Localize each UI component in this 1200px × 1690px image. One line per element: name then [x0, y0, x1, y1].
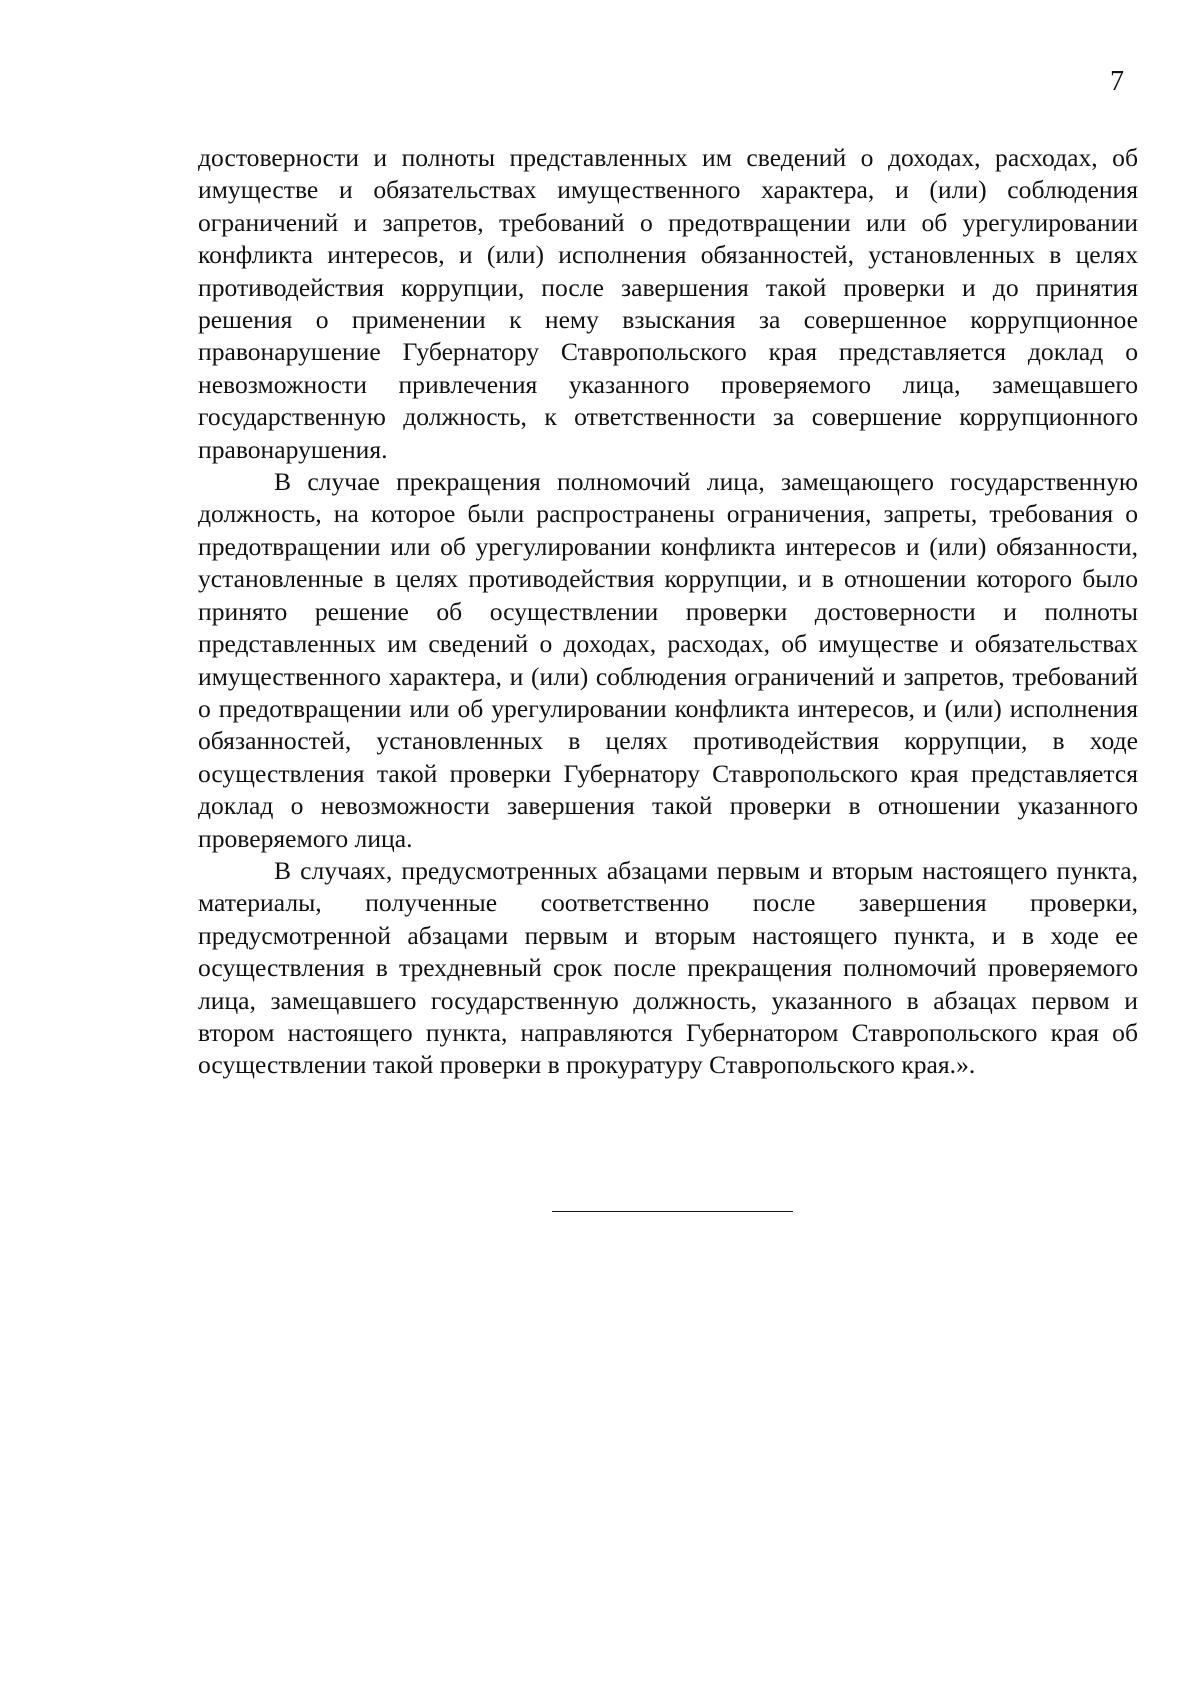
paragraph-termination-of-powers: В случае прекращения полномочий лица, замещающего государственную должность, на которое были распространены ограничения, запреты, требования о предотвращении или об урегулировании конфликта интересов и (или) обязанности, установленные в целях противодействия коррупции, и в отношении которого было принято решение об осуществлении проверки достоверности и полноты представленных им сведений о доходах, расходах, об имуществе и обязательствах имущественного характера, и (или) соблюдения ограничений и запретов, требований о предотвращении или об урегулировании конфликта интересов, и (или) исполнения обязанностей, установленных в целях противодействия коррупции, в ходе осуществления такой проверки Губернатору Ставропольского края представляется доклад о невозможности завершения такой проверки в отношении указанного проверяемого лица.: [198, 467, 1138, 853]
end-of-document-rule: [552, 1211, 793, 1212]
document-body: [198, 142, 1138, 1082]
page-number: 7: [1110, 66, 1124, 97]
paragraph-materials-transfer: В случаях, предусмотренных абзацами первым и вторым настоящего пункта, материалы, полученные соответственно после завершения проверки, предусмотренной абзацами первым и вторым настоящего пункта, и в ходе ее осуществления в трехдневный срок после прекращения полномочий проверяемого лица, замещавшего государственную должность, указанного в абзацах первом и втором настоящего пункта, направляются Губернатором Ставропольского края об осуществлении такой проверки в прокуратуру Ставропольского края.».: [198, 855, 1138, 1080]
paragraph-continuation: достоверности и полноты представленных им сведений о доходах, расходах, об имуществе и обязательствах имущественного характера, и (или) соблюдения ограничений и запретов, требований о предотвращении или об урегулировании конфликта интересов, и (или) исполнения обязанностей, установленных в целях противодействия коррупции, после завершения такой проверки и до принятия решения о применении к нему взыскания за совершенное коррупционное правонарушение Губернатору Ставропольского края представляется доклад о невозможности привлечения указанного проверяемого лица, замещавшего государственную должность, к ответственности за совершение коррупционного правонарушения.: [198, 143, 1138, 464]
